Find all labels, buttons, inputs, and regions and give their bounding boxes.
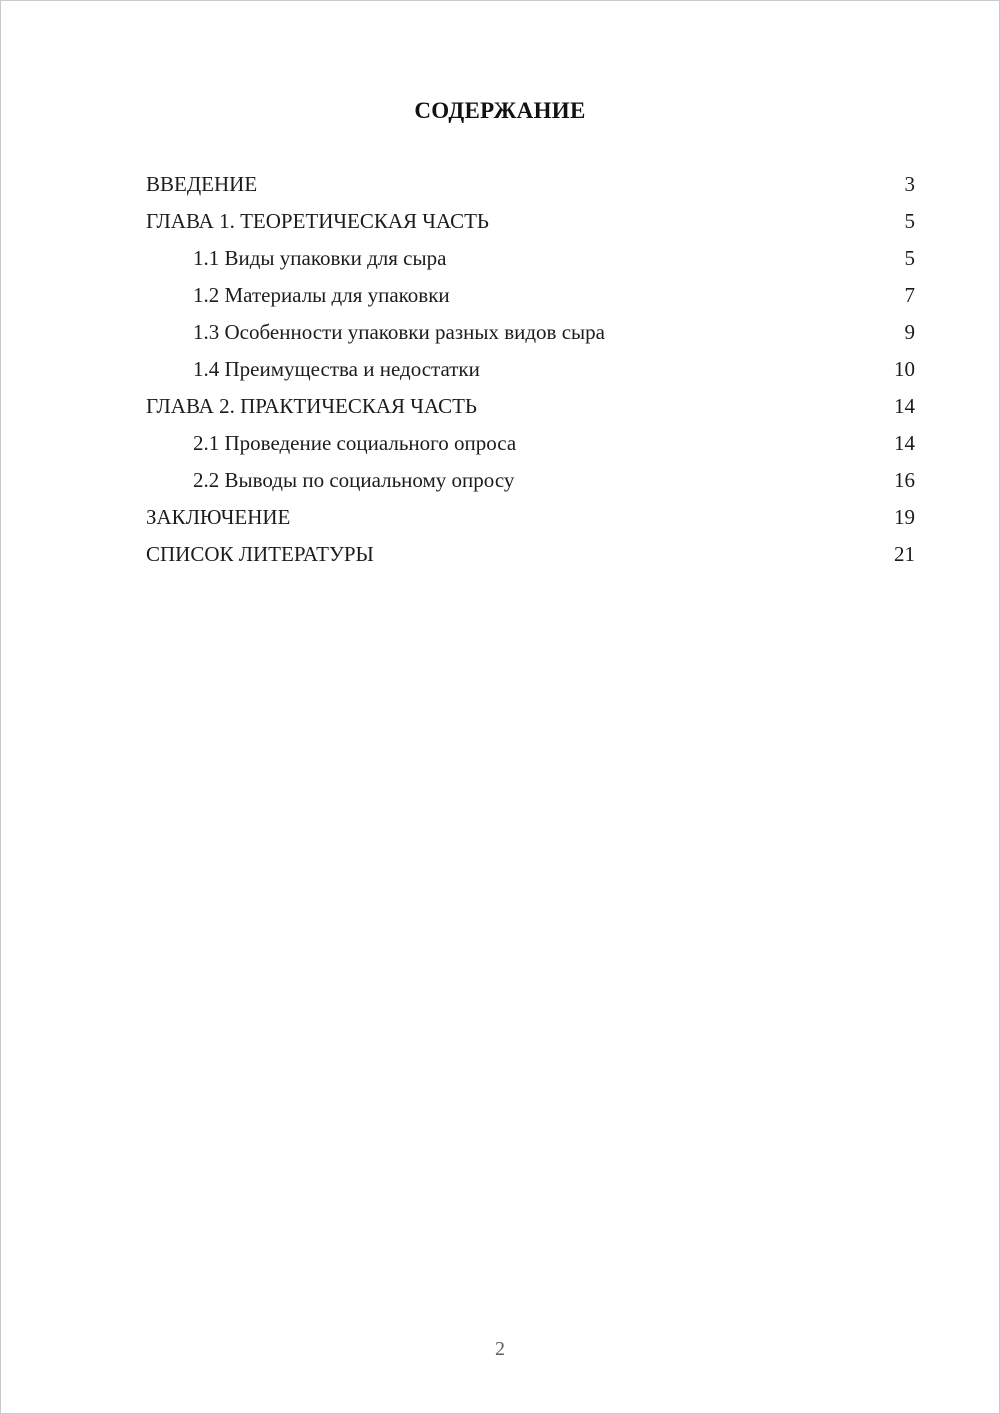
toc-entry-page: 14 — [894, 394, 915, 418]
toc-entry-page: 5 — [904, 246, 915, 270]
toc-entry-page: 16 — [894, 468, 915, 492]
toc-entry — [146, 462, 915, 499]
toc-entry-label: 1.4 Преимущества и недостатки — [193, 357, 480, 381]
table-of-contents — [146, 166, 915, 573]
toc-entry-page: 9 — [904, 320, 915, 344]
toc-entry-page: 10 — [894, 357, 915, 381]
toc-entry — [146, 166, 915, 203]
toc-entry — [146, 277, 915, 314]
toc-entry-label: ГЛАВА 2. ПРАКТИЧЕСКАЯ ЧАСТЬ — [146, 394, 477, 418]
toc-entry — [146, 425, 915, 462]
toc-entry-label: 1.3 Особенности упаковки разных видов сыра — [193, 320, 605, 344]
page-title: СОДЕРЖАНИЕ — [414, 98, 586, 123]
toc-entry-label: ГЛАВА 1. ТЕОРЕТИЧЕСКАЯ ЧАСТЬ — [146, 209, 489, 233]
toc-entry-label: ВВЕДЕНИЕ — [146, 172, 258, 196]
page-number: 2 — [495, 1338, 505, 1360]
toc-entry-label: ЗАКЛЮЧЕНИЕ — [146, 505, 291, 529]
toc-entry-page: 21 — [894, 542, 915, 566]
toc-entry — [146, 351, 915, 388]
toc-entry — [146, 240, 915, 277]
toc-entry-label: 2.2 Выводы по социальному опросу — [193, 468, 515, 492]
toc-entry-label: СПИСОК ЛИТЕРАТУРЫ — [146, 542, 374, 566]
toc-entry-page: 5 — [904, 209, 915, 233]
toc-entry-page: 7 — [904, 283, 915, 307]
toc-entry — [146, 499, 915, 536]
toc-entry — [146, 536, 915, 573]
toc-entry-page: 14 — [894, 431, 915, 455]
toc-entry-label: 1.1 Виды упаковки для сыра — [193, 246, 447, 270]
toc-entry — [146, 314, 915, 351]
toc-entry-label: 1.2 Материалы для упаковки — [193, 283, 450, 307]
toc-entry — [146, 388, 915, 425]
toc-entry-page: 3 — [904, 172, 915, 196]
toc-entry-page: 19 — [894, 505, 915, 529]
toc-entry-label: 2.1 Проведение социального опроса — [193, 431, 517, 455]
toc-entry — [146, 203, 915, 240]
